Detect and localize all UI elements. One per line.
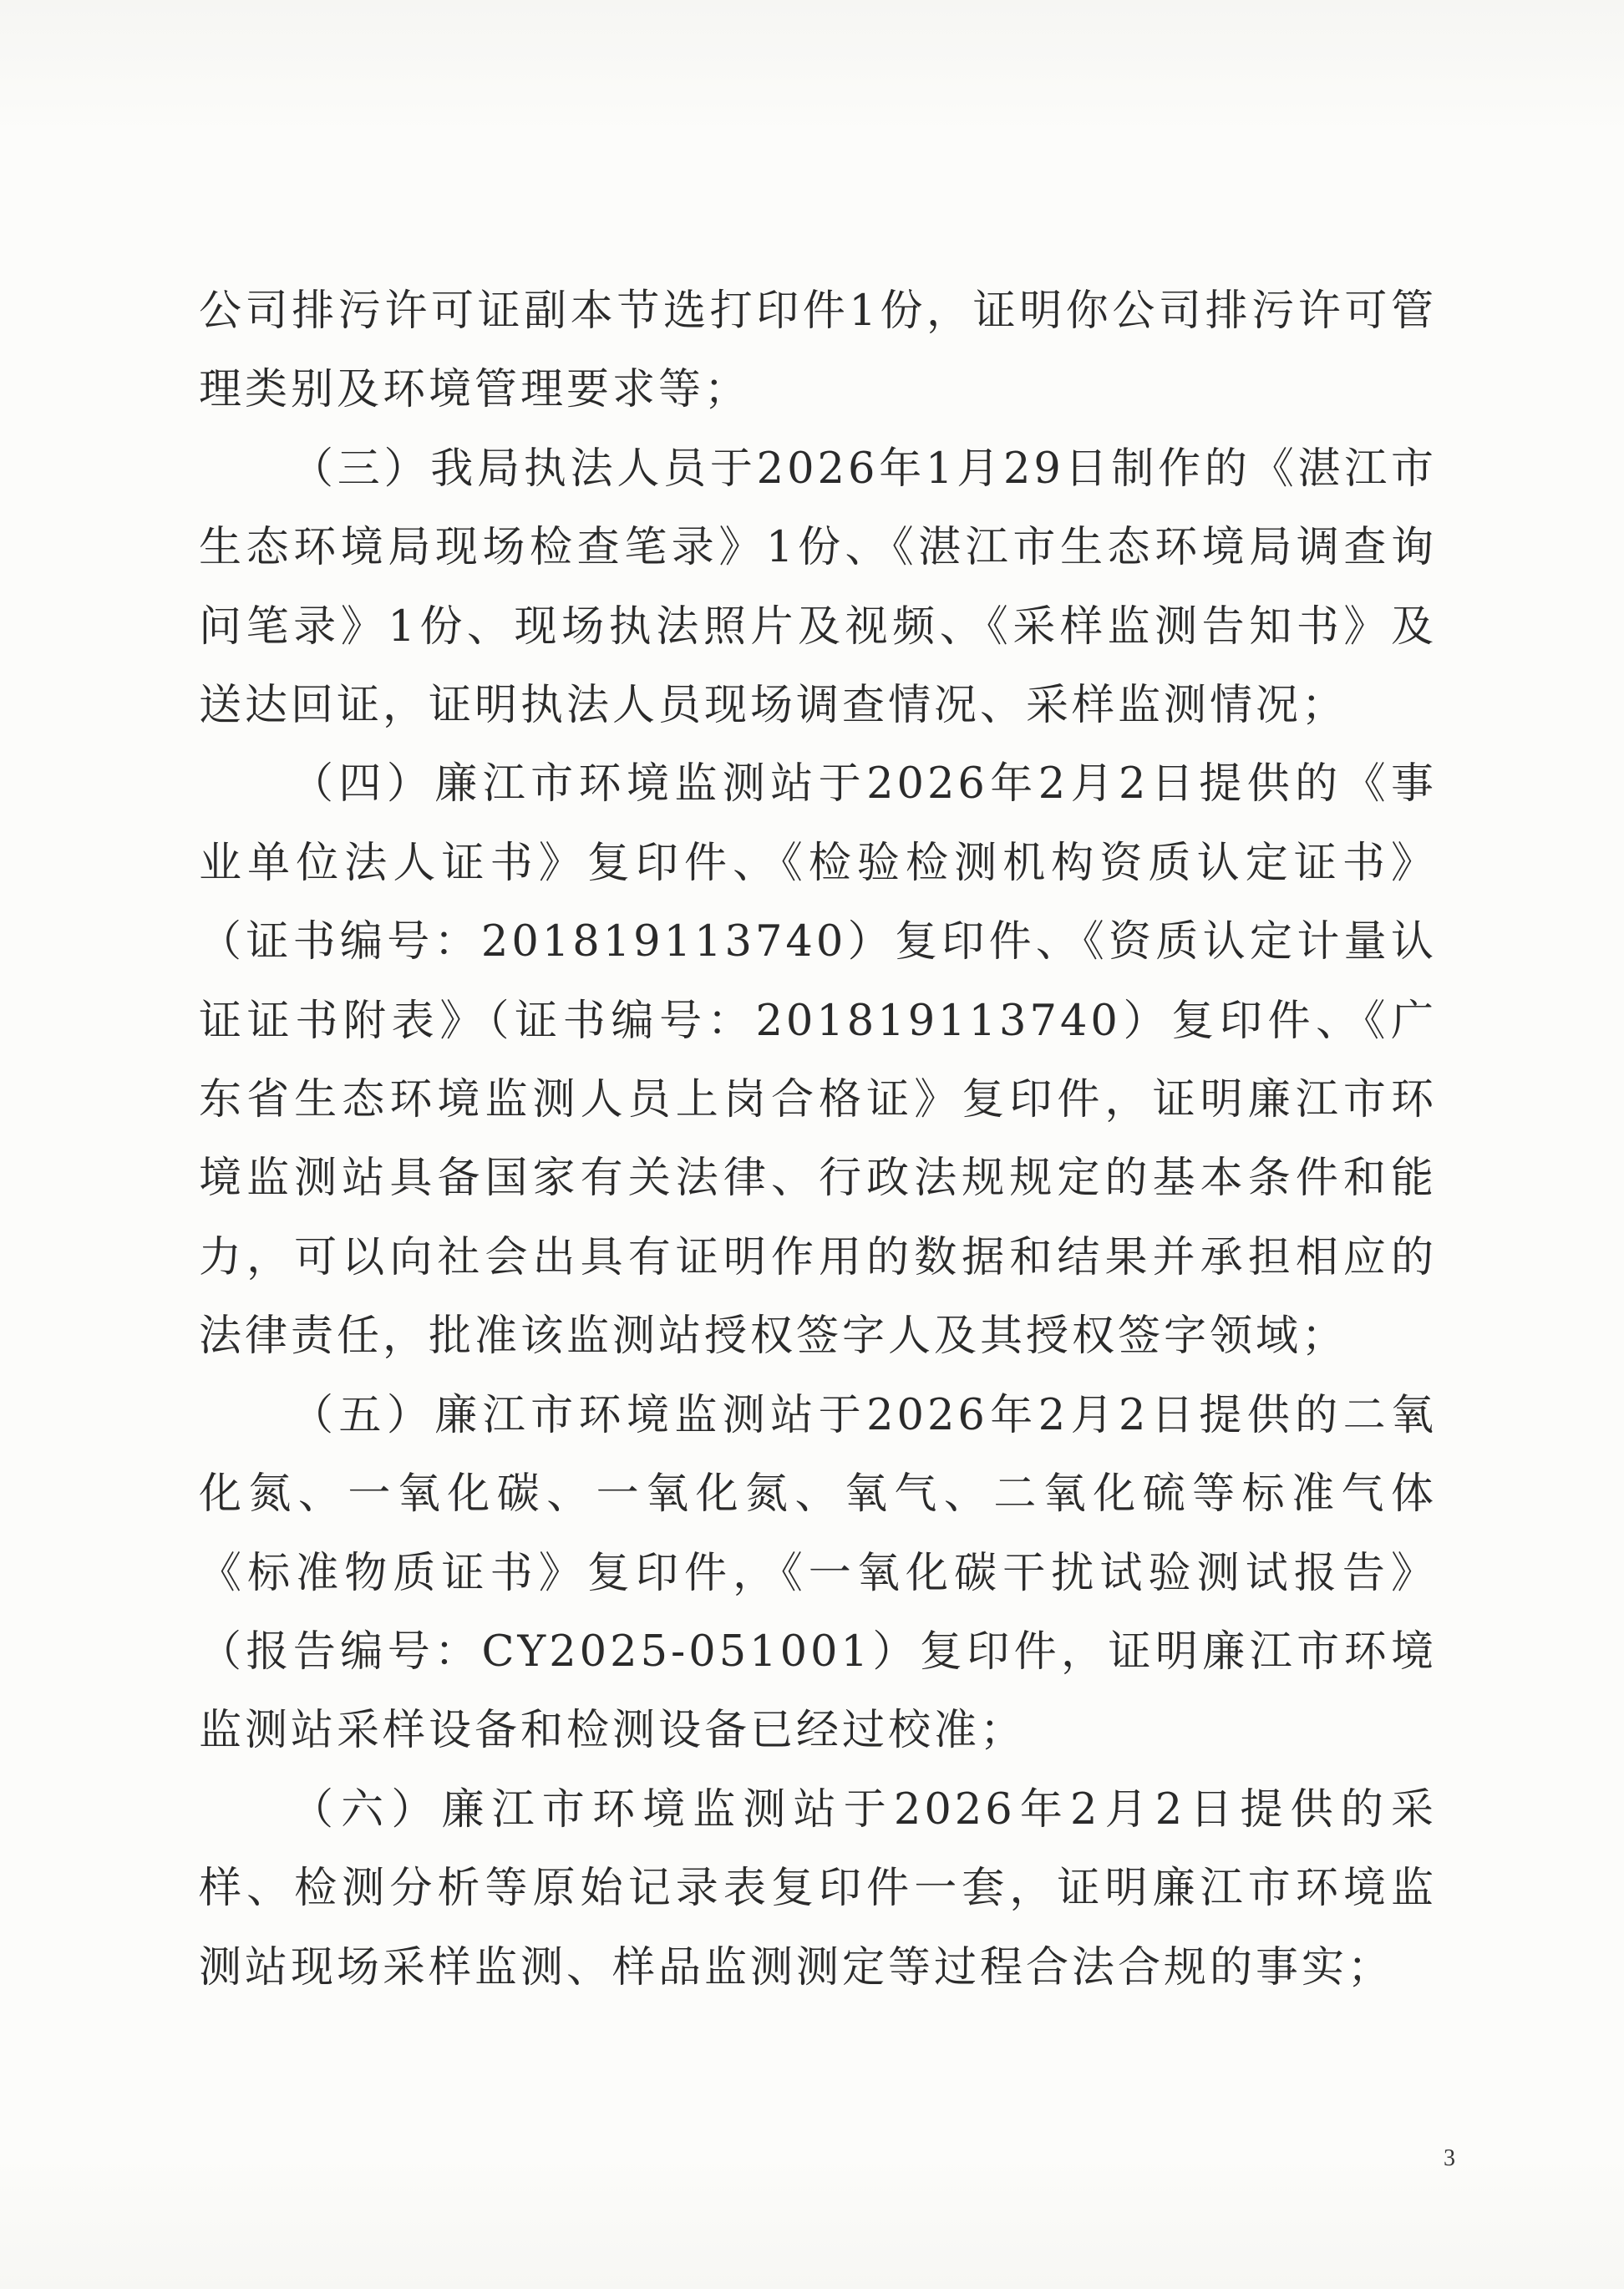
- paragraph-continuation: 公司排污许可证副本节选打印件1份，证明你公司排污许可管理类别及环境管理要求等；: [199, 287, 1437, 415]
- paragraph-item-6: （六）廉江市环境监测站于2026年2月2日提供的采样、检测分析等原始记录表复印件一套，证明廉江市环境监测站现场采样监测、样品监测测定等过程合法合规的事实；: [199, 1784, 1437, 1992]
- page-number: 3: [1444, 2145, 1455, 2171]
- document-body: [199, 272, 1437, 2007]
- paragraph-item-4: （四）廉江市环境监测站于2026年2月2日提供的《事业单位法人证书》复印件、《检验检测机构资质认定证书》（证书编号：201819113740）复印件、《资质认定计量认证证书附表》（证书编号：201819113740）复印件、《广东省生态环境监测人员上岗合格证》复印件，证明廉江市环境监测站具备国家有关法律、行政法规规定的基本条件和能力，可以向社会出具有证明作用的数据和结果并承担相应的法律责任，批准该监测站授权签字人及其授权签字领域；: [199, 759, 1437, 1362]
- paragraph-item-3: （三）我局执法人员于2026年1月29日制作的《湛江市生态环境局现场检查笔录》1份、《湛江市生态环境局调查询问笔录》1份、现场执法照片及视频、《采样监测告知书》及送达回证，证明执法人员现场调查情况、采样监测情况；: [199, 444, 1437, 731]
- paragraph-item-5: （五）廉江市环境监测站于2026年2月2日提供的二氧化氮、一氧化碳、一氧化氮、氧气、二氧化硫等标准气体《标准物质证书》复印件，《一氧化碳干扰试验测试报告》（报告编号：CY2025-051001）复印件，证明廉江市环境监测站采样设备和检测设备已经过校准；: [199, 1390, 1437, 1756]
